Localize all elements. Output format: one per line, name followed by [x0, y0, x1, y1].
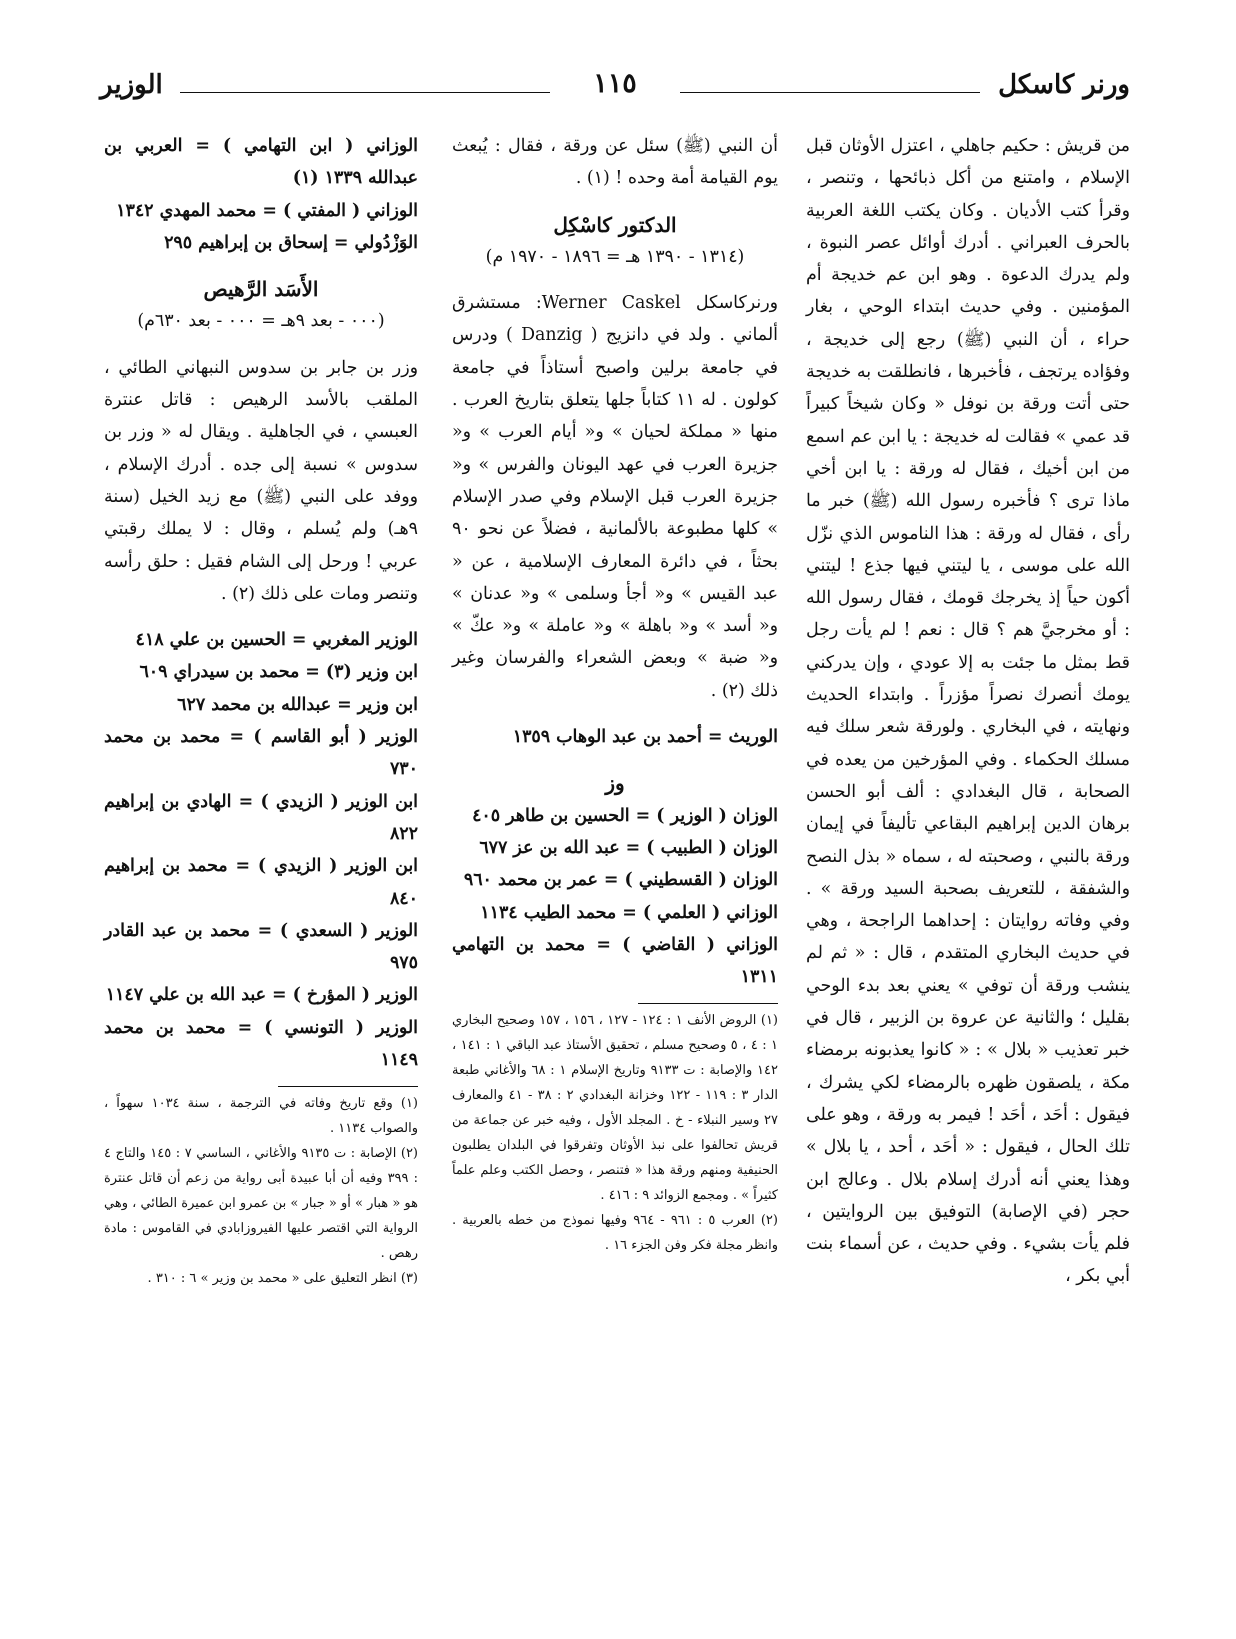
- cross-reference-entry: الوزير ( أبو القاسم ) = محمد بن محمد ٧٣٠: [104, 727, 418, 780]
- entry-heading-asad: الأَسَد الرَّهيص: [203, 277, 319, 302]
- footnote-rule: [278, 1086, 418, 1087]
- waraqa-continuation: أن النبي (ﷺ) سئل عن ورقة ، فقال : يُبعث يوم القيامة أمة وحده ! (١) .: [452, 136, 778, 189]
- cross-reference-entry: الوزان ( الوزير ) = الحسين بن طاهر ٤٠٥: [472, 805, 778, 826]
- running-header: [100, 62, 1130, 112]
- cross-reference-entry: الوزير ( التونسي ) = محمد بن محمد ١١٤٩: [104, 1017, 418, 1071]
- cross-reference-entry: الوزاني ( العلمي ) = محمد الطيب ١١٣٤: [480, 902, 778, 923]
- footnote-rule: [638, 1003, 778, 1004]
- entry-heading-caskel: الدكتور كاسْكِل: [553, 212, 677, 237]
- footnote: (١) الروض الأنف ١ : ١٢٤ - ١٢٧ ، ١٥٦ ، ١٥٧ وصحيح البخاري ١ : ٤ ، ٥ وصحيح مسلم ، تحقيق الأستاذ عبد الباقي ١ : ١٤١ ، ١٤٢ والإصابة : ت ٩١٣٣ وتاريخ الإسلام ١ : ٦٨ والأغاني طبعة الدار ٣ : ١١٩ - ١٢٢ وخزانة البغدادي ٢ : ٣٨ - ٤١ والمعارف ٢٧ وسير النبلاء - خ . المجلد الأول ، وفيه خبر عن جماعة من قريش تحالفوا على نبذ الأوثان وتفرقوا في البلدان يطلبون الحنيفية ومنهم ورقة هذا « فتنصر ، وحصل الكتب وعلم علماً كثيراً » . ومجمع الزوائد ٩ : ٤١٦ .: [452, 1013, 778, 1204]
- cross-reference-entry: ابن وزير = عبدالله بن محمد ٦٢٧: [177, 694, 418, 715]
- cross-reference-entry: الوريث = أحمد بن عبد الوهاب ١٣٥٩: [512, 727, 778, 748]
- cross-reference-entry: الوزاني ( المفتي ) = محمد المهدي ١٣٤٢: [116, 200, 418, 221]
- cross-reference-entry: ابن الوزير ( الزيدي ) = الهادي بن إبراهيم ٨٢٢: [104, 791, 418, 844]
- cross-reference-entry: ابن الوزير ( الزيدي ) = محمد بن إبراهيم ٨٤٠: [104, 856, 418, 909]
- footnote: (٢) الإصابة : ت ٩١٣٥ والأغاني ، الساسي ٧ : ١٤٥ والتاج ٤ : ٣٩٩ وفيه أن أبا عبيدة أبى رواية من زعم أن قاتل عنترة هو « هبار » أو « جبار » بن عمرو ابن عميرة الطائي ، وهي الرواية التي اقتصر عليها الفيروزابادي في القاموس : مادة رهص .: [104, 1146, 418, 1262]
- cross-reference-entry: الوزير ( المؤرخ ) = عبد الله بن علي ١١٤٧: [105, 985, 418, 1006]
- cross-reference-entry: الوَزْدُولي = إسحاق بن إبراهيم ٢٩٥: [164, 232, 418, 253]
- footnotes-left: [104, 1091, 418, 1291]
- waraqa-biography: من قريش : حكيم جاهلي ، اعتزل الأوثان قبل الإسلام ، وامتنع من أكل ذبائحها ، وتنصر ، وقرأ كتب الأديان . وكان يكتب اللغة العربية بالحرف العبراني . أدرك أوائل عصر النبوة ، ولم يدرك الدعوة . وهو ابن عم خديجة أم المؤمنين . وفي حديث ابتداء الوحي ، بغار حراء ، أن النبي (ﷺ) رجع إلى خديجة ، وفؤاده يرتجف ، فأخبرها ، فانطلقت به خديجة حتى أتت ورقة بن نوفل « وكان شيخاً كبيراً قد عمي » فقالت له خديجة : يا ابن عم اسمع من ابن أخيك ، فقال له ورقة : يا ابن أخي ماذا ترى ؟ فأخبره رسول الله (ﷺ) خبر ما رأى ، فقال له ورقة : هذا الناموس الذي نزّل الله على موسى ، يا ليتني فيها جذع ! ليتني أكون حياً إذ يخرجك قومك ، فقال رسول الله : أو مخرجيَّ هم ؟ قال : نعم ! لم يأت رجل قط بمثل ما جئت به إلا عودي ، وإن يدركني يومك أنصرك نصراً مؤزراً . وابتداء الحديث ونهايته ، في البخاري . ولورقة شعر سلك فيه مسلك الحكماء . وفي المؤرخين من يعده في الصحابة ، قال البغدادي : ألف أبو الحسن برهان الدين إبراهيم البقاعي تأليفاً في إيمان ورقة بالنبي ، وصحبته له ، سماه « بذل النصح والشفقة ، للتعريف بصحبة السيد ورقة » . وفي وفاته روايتان : إحداهما الراجحة ، وهي في حديث البخاري المتقدم ، قال : « ثم لم ينشب ورقة أن توفي » يعني بعد بدء الوحي بقليل ؛ والثانية عن عروة بن الزبير ، قال في خبر تعذيب « بلال » : « كانوا يعذبونه برمضاء مكة ، يلصقون ظهره بالرمضاء لكي يشرك ، فيقول : أحَد ، أحَد ! فيمر به ورقة ، وهو على تلك الحال ، فيقول : « أحَد ، أحد ، يا بلال » وهذا يعني أنه أدرك إسلام بلال . وعالج ابن حجر (في الإصابة) التوفيق بين الروايتين ، فلم يأت بشيء . وفي حديث ، عن أسماء بنت أبي بكر ،: [806, 136, 1130, 1287]
- header-rule-left: [180, 92, 550, 93]
- cross-reference-entry: الوزاني ( القاضي ) = محمد بن التهامي ١٣١١: [452, 934, 778, 988]
- cross-reference-entry: الوزير المغربي = الحسين بن علي ٤١٨: [135, 630, 418, 651]
- cross-reference-entry: الوزان ( الطبيب ) = عبد الله بن عز ٦٧٧: [479, 837, 778, 858]
- footnote: (١) وقع تاريخ وفاته في الترجمة ، سنة ١٠٣٤ سهواً ، والصواب ١١٣٤ .: [104, 1096, 418, 1137]
- caskel-biography: ورنركاسكل Werner Caskel: مستشرق ألماني . ولد في دانزيج ( Danzig ) ودرس في جامعة برلين واصبح أستاذاً في جامعة كولون . له ١١ كتاباً جلها يتعلق بتاريخ العرب . منها « مملكة لحيان » و« أيام العرب » و« جزيرة العرب في عهد اليونان والفرس » و« جزيرة العرب قبل الإسلام وفي صدر الإسلام » كلها مطبوعة بالألمانية ، فضلاً عن نحو ٩٠ بحثاً ، في دائرة المعارف الإسلامية ، عن « عبد القيس » و« أجأ وسلمى » و« عدنان » و« أسد » و« باهلة » و« عاملة » و« عكّ » و« ضبة » وبعض الشعراء والفرسان وغير ذلك (٢) .: [452, 293, 778, 701]
- asad-biography: وزر بن جابر بن سدوس النبهاني الطائي ، الملقب بالأسد الرهيص : قاتل عنترة العبسي ، في الجاهلية . ويقال له « وزر بن سدوس » نسبة إلى جده . أدرك الإسلام ، ووفد على النبي (ﷺ) مع زيد الخيل (سنة ٩هـ) ولم يُسلم ، وقال : لا يملك رقبتي عربي ! ورحل إلى الشام فقيل : حلق رأسه وتنصر ومات على ذلك (٢) .: [104, 357, 418, 604]
- header-left-title: الوزير: [100, 70, 163, 100]
- footnote: (٢) العرب ٥ : ٩٦١ - ٩٦٤ وفيها نموذج من خطه بالعربية . وانظر مجلة فكر وفن الجزء ١٦ .: [452, 1213, 778, 1254]
- column-middle: [452, 130, 778, 1258]
- cross-reference-entry: الوزان ( القسطيني ) = عمر بن محمد ٩٦٠: [463, 870, 778, 891]
- entry-dates-asad: (٠٠٠ - بعد ٩هـ = ٠٠٠ - بعد ٦٣٠م): [137, 311, 385, 332]
- column-left: [104, 130, 418, 1291]
- header-right-title: ورنر كاسكل: [998, 70, 1130, 100]
- column-right: [806, 130, 1130, 1293]
- page-number: ١١٥: [593, 68, 637, 99]
- entry-dates-caskel: (١٣١٤ - ١٣٩٠ هـ = ١٨٩٦ - ١٩٧٠ م): [485, 246, 745, 267]
- footnotes-middle: [452, 1008, 778, 1258]
- cross-reference-entry: ابن وزير (٣) = محمد بن سيدراي ٦٠٩: [139, 662, 418, 683]
- section-letters: وز: [605, 771, 625, 796]
- footnote: (٣) انظر التعليق على « محمد بن وزير » ٦ : ٣١٠ .: [147, 1271, 418, 1287]
- cross-reference-entry: الوزاني ( ابن التهامي ) = العربي بن عبدالله ١٣٣٩ (١): [104, 136, 418, 189]
- cross-reference-entry: الوزير ( السعدي ) = محمد بن عبد القادر ٩٧٥: [104, 920, 418, 974]
